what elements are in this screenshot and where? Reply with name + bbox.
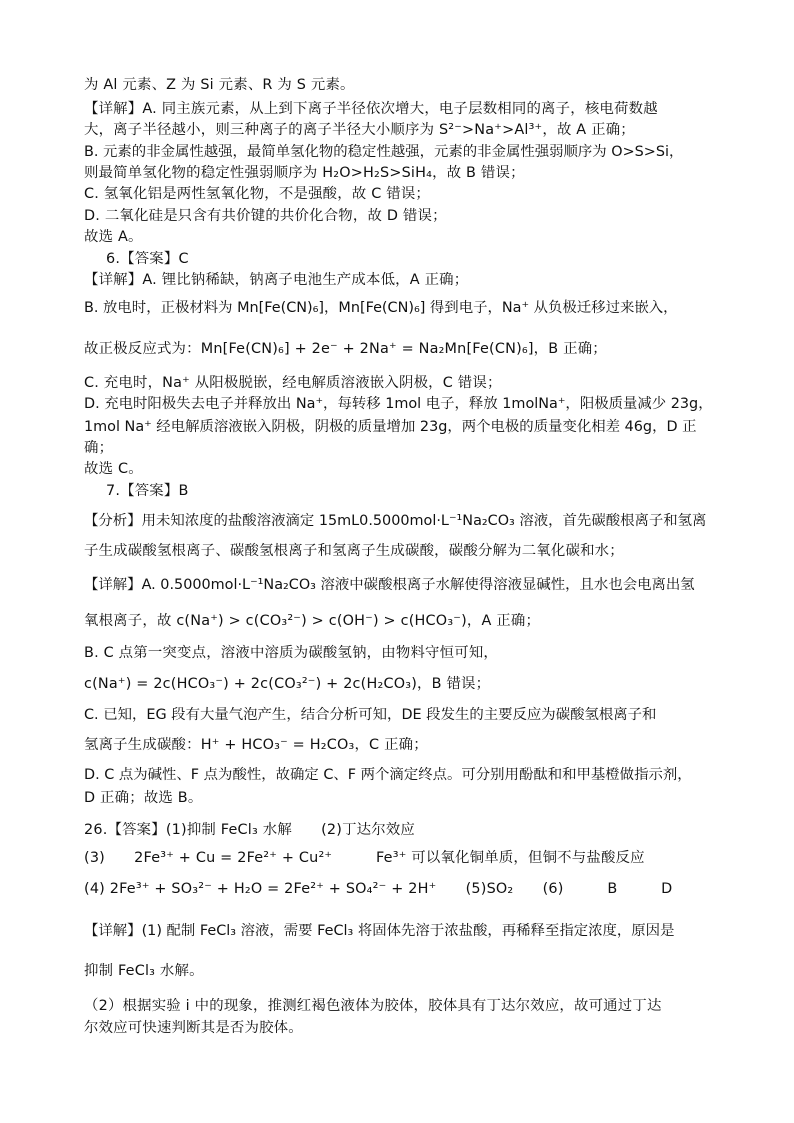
text-line: 抑制 FeCl₃ 水解。 — [84, 963, 204, 979]
text-line: 【详解】A. 0.5000mol·L⁻¹Na₂CO₃ 溶液中碳酸根离子水解使得溶液显碱性，且水也会电离出氢 — [84, 577, 695, 593]
text-line: B. 元素的非金属性越强，最简单氢化物的稳定性越强，元素的非金属性强弱顺序为 O>S>Si， — [84, 144, 684, 160]
text-line: C. 已知，EG 段有大量气泡产生，结合分析可知，DE 段发生的主要反应为碳酸氢根离子和 — [84, 707, 657, 723]
text-line: 尔效应可快速判断其是否为胶体。 — [84, 1020, 303, 1036]
text-line: 故正极反应式为：Mn[Fe(CN)₆] + 2e⁻ + 2Na⁺ = Na₂Mn[Fe(CN)₆]，B 正确； — [84, 341, 607, 357]
question-answer-heading: 6.【答案】C — [106, 251, 189, 267]
text-line: D. 充电时阳极失去电子并释放出 Na⁺，每转移 1mol 电子，释放 1molNa⁺，阳极质量减少 23g， — [84, 396, 713, 412]
text-line: 子生成碳酸氢根离子、碳酸氢根离子和氢离子生成碳酸，碳酸分解为二氧化碳和水； — [84, 543, 624, 559]
text-line: D. 二氧化硅是只含有共价键的共价化合物，故 D 错误； — [84, 208, 447, 224]
text-line: c(Na⁺) = 2c(HCO₃⁻) + 2c(CO₃²⁻) + 2c(H₂CO₃)，B 错误； — [84, 676, 491, 692]
text-line: 故选 A。 — [84, 229, 143, 245]
question-answer-heading: 7.【答案】B — [106, 483, 189, 499]
text-line: C. 氢氧化铝是两性氢氧化物，不是强酸，故 C 错误； — [84, 186, 430, 202]
text-line: B. 放电时，正极材料为 Mn[Fe(CN)₆]，Mn[Fe(CN)₆] 得到电子，Na⁺ 从负极迁移过来嵌入， — [84, 300, 678, 316]
text-line: 1mol Na⁺ 经电解质溶液嵌入阴极，阴极的质量增加 23g，两个电极的质量变化相差 46g，D 正 — [84, 419, 697, 435]
text-line: 【详解】(1) 配制 FeCl₃ 溶液，需要 FeCl₃ 将固体先溶于浓盐酸，再稀释至指定浓度，原因是 — [84, 923, 675, 939]
text-line: 则最简单氢化物的稳定性强弱顺序为 H₂O>H₂S>SiH₄，故 B 错误； — [84, 165, 525, 181]
text-line: 大，离子半径越小，则三种离子的离子半径大小顺序为 S²⁻>Na⁺>Al³⁺，故 A 正确； — [84, 122, 635, 138]
text-line: （2）根据实验 i 中的现象，推测红褐色液体为胶体，胶体具有丁达尔效应，故可通过丁达 — [84, 998, 662, 1014]
text-line: 【详解】A. 同主族元素，从上到下离子半径依次增大，电子层数相同的离子，核电荷数越 — [84, 101, 658, 117]
text-line: D 正确；故选 B。 — [84, 790, 203, 806]
text-line: D. C 点为碱性、F 点为酸性，故确定 C、F 两个滴定终点。可分别用酚酞和和甲基橙做指示剂， — [84, 767, 692, 783]
text-line: 【分析】用未知浓度的盐酸溶液滴定 15mL0.5000mol·L⁻¹Na₂CO₃ 溶液，首先碳酸根离子和氢离 — [84, 513, 707, 529]
text-line: B. C 点第一突变点，溶液中溶质为碳酸氢钠，由物料守恒可知， — [84, 645, 499, 661]
text-line: 【详解】A. 锂比钠稀缺，钠离子电池生产成本低，A 正确； — [84, 272, 469, 288]
text-line: (3) 2Fe³⁺ + Cu = 2Fe²⁺ + Cu²⁺ Fe³⁺ 可以氧化铜单质，但铜不与盐酸反应 — [84, 850, 645, 866]
text-line: 确； — [84, 440, 114, 456]
text-line: 氢离子生成碳酸：H⁺ + HCO₃⁻ = H₂CO₃，C 正确； — [84, 737, 428, 753]
text-line: C. 充电时，Na⁺ 从阳极脱嵌，经电解质溶液嵌入阴极，C 错误； — [84, 375, 502, 391]
question-answer-heading: 26.【答案】(1)抑制 FeCl₃ 水解 (2)丁达尔效应 — [84, 822, 416, 838]
text-line: (4) 2Fe³⁺ + SO₃²⁻ + H₂O = 2Fe²⁺ + SO₄²⁻ + 2H⁺ (5)SO₂ (6) B D — [84, 881, 673, 897]
text-line: 氧根离子，故 c(Na⁺) > c(CO₃²⁻) > c(OH⁻) > c(HCO₃⁻)，A 正确； — [84, 613, 541, 629]
text-line: 为 Al 元素、Z 为 Si 元素、R 为 S 元素。 — [84, 77, 355, 93]
text-line: 故选 C。 — [84, 461, 143, 477]
